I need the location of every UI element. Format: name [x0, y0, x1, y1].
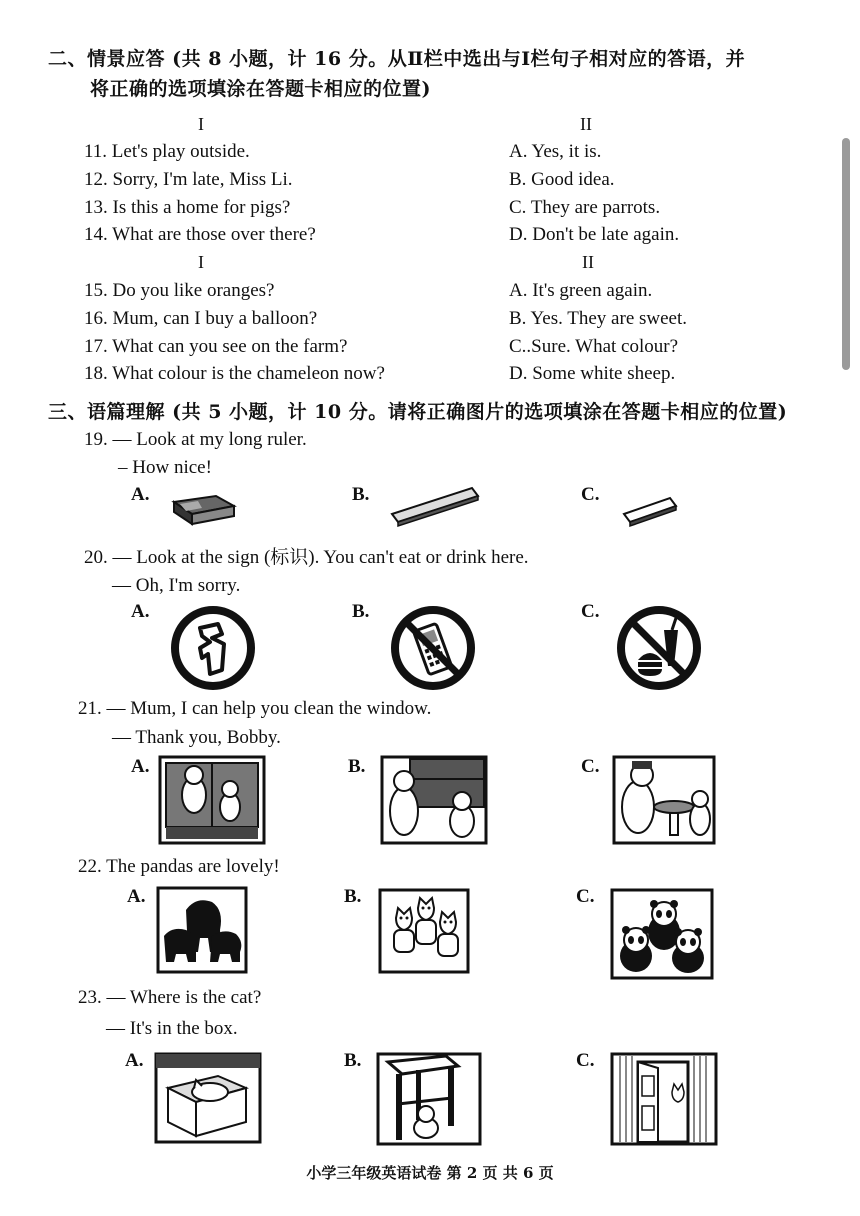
q20-option-b[interactable]: B. — [352, 601, 370, 622]
answer-group2-b: B. Yes. They are sweet. — [509, 308, 688, 329]
question-16: 16. Mum, can I buy a balloon? — [84, 308, 318, 329]
eraser-picture — [168, 492, 240, 528]
answer-group2-d: D. Some white sheep. — [509, 363, 676, 384]
section2-title-line1: 二、情景应答 (共 8 小题，计 16 分。从Ⅱ栏中选出与Ⅰ栏句子相对应的答语，并 — [48, 48, 746, 70]
q23-option-a[interactable]: A. — [125, 1050, 144, 1071]
bears-picture — [156, 886, 248, 974]
q21-option-b[interactable]: B. — [348, 756, 366, 777]
answer-group1-a: A. Yes, it is. — [509, 141, 602, 162]
answer-group1-d: D. Don't be late again. — [509, 224, 680, 245]
q19-option-c[interactable]: C. — [581, 484, 600, 505]
cat-behind-door-picture — [610, 1052, 718, 1146]
short-ruler-picture — [620, 494, 680, 530]
question-20-line1: 20. — Look at the sign (标识). You can't eat or drink here. — [84, 547, 529, 568]
column-head-1b: I — [198, 252, 204, 272]
column-head-2: II — [580, 114, 592, 134]
answer-group2-c: C..Sure. What colour? — [509, 336, 679, 357]
question-19-line1: 19. — Look at my long ruler. — [84, 429, 307, 450]
q19-option-b[interactable]: B. — [352, 484, 370, 505]
section2-title — [48, 44, 828, 104]
cooking-picture — [612, 755, 716, 845]
page-footer: 小学三年级英语试卷 第 2 页 共 6 页 — [306, 1164, 554, 1182]
at-window-picture — [380, 755, 488, 845]
question-19-line2: – How nice! — [118, 457, 212, 478]
pandas-picture — [610, 888, 714, 980]
cat-under-chair-picture — [376, 1052, 482, 1146]
question-20-line2: — Oh, I'm sorry. — [112, 575, 241, 596]
no-walking-sign — [166, 604, 260, 692]
no-phone-sign — [386, 604, 480, 692]
cats-picture — [378, 888, 470, 974]
no-food-drink-sign — [612, 604, 706, 692]
q22-option-a[interactable]: A. — [127, 886, 146, 907]
question-21-line1: 21. — Mum, I can help you clean the window. — [78, 698, 432, 719]
column-head-2b: II — [582, 252, 594, 272]
q21-option-a[interactable]: A. — [131, 756, 150, 777]
question-13: 13. Is this a home for pigs? — [84, 197, 291, 218]
question-23-line2: — It's in the box. — [106, 1018, 238, 1039]
q19-option-a[interactable]: A. — [131, 484, 150, 505]
question-17: 17. What can you see on the farm? — [84, 336, 348, 357]
answer-group1-b: B. Good idea. — [509, 169, 615, 190]
question-15: 15. Do you like oranges? — [84, 280, 275, 301]
q21-option-c[interactable]: C. — [581, 756, 600, 777]
vertical-scrollbar[interactable] — [842, 138, 850, 370]
q23-option-c[interactable]: C. — [576, 1050, 595, 1071]
q22-option-c[interactable]: C. — [576, 886, 595, 907]
section2-title-line2: 将正确的选项填涂在答题卡相应的位置) — [90, 78, 431, 100]
cat-in-box-picture — [154, 1052, 262, 1144]
question-12: 12. Sorry, I'm late, Miss Li. — [84, 169, 293, 190]
long-ruler-picture — [388, 484, 482, 528]
q20-option-c[interactable]: C. — [581, 601, 600, 622]
q22-option-b[interactable]: B. — [344, 886, 362, 907]
q20-option-a[interactable]: A. — [131, 601, 150, 622]
question-18: 18. What colour is the chameleon now? — [84, 363, 385, 384]
section3-title: 三、语篇理解 (共 5 小题，计 10 分。请将正确图片的选项填涂在答题卡相应的位置) — [48, 401, 788, 423]
cleaning-window-picture — [158, 755, 266, 845]
answer-group2-a: A. It's green again. — [509, 280, 653, 301]
question-11: 11. Let's play outside. — [84, 141, 250, 162]
question-21-line2: — Thank you, Bobby. — [112, 727, 281, 748]
q23-option-b[interactable]: B. — [344, 1050, 362, 1071]
column-head-1: I — [198, 114, 204, 134]
question-23-line1: 23. — Where is the cat? — [78, 987, 262, 1008]
answer-group1-c: C. They are parrots. — [509, 197, 661, 218]
question-22-line1: 22. The pandas are lovely! — [78, 856, 280, 877]
question-14: 14. What are those over there? — [84, 224, 316, 245]
